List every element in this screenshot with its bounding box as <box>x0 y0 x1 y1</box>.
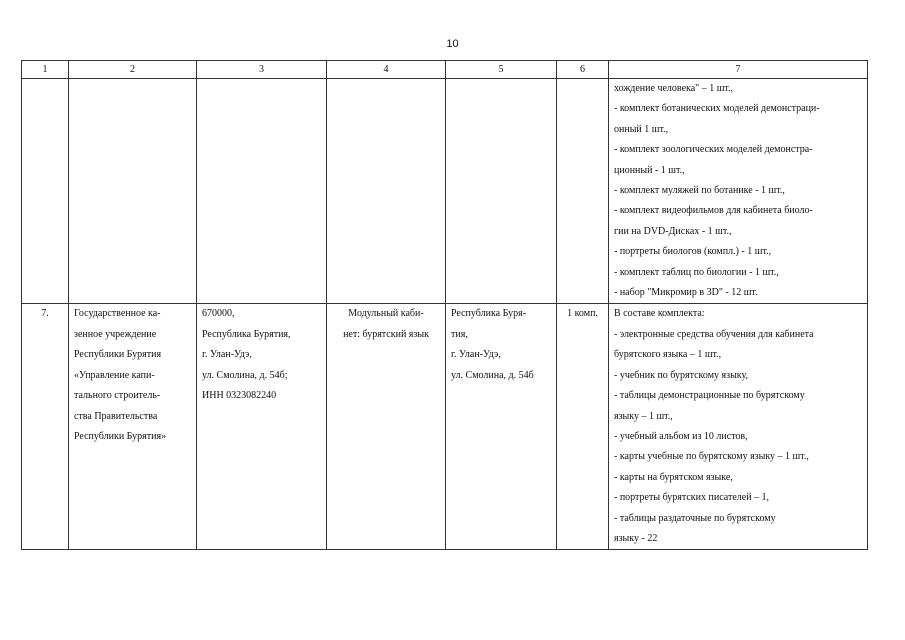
item-name-line: нет: бурятский язык <box>343 328 429 340</box>
list-line: - портреты бурятских писателей – 1, <box>614 492 770 504</box>
list-line: гии на DVD-Дисках - 1 шт., <box>614 225 732 237</box>
table-row-continuation <box>22 79 868 304</box>
list-line: - комплект таблиц по биологии - 1 шт., <box>614 266 779 278</box>
list-line: - учебник по бурятскому языку, <box>614 369 749 381</box>
institution-line: Республики Бурятия <box>74 349 162 361</box>
location-cell <box>446 304 557 550</box>
location-line: Республика Буря- <box>451 308 527 320</box>
list-line: - комплект видеофильмов для кабинета биоло- <box>614 205 813 217</box>
cell-empty <box>69 79 197 304</box>
list-line: ционный - 1 шт., <box>614 164 685 176</box>
header-col-7: 7 <box>609 61 868 79</box>
header-col-2: 2 <box>69 61 197 79</box>
list-line: онный 1 шт., <box>614 123 669 135</box>
header-col-1: 1 <box>22 61 69 79</box>
list-line: хождение человека" – 1 шт., <box>614 83 734 94</box>
institution-line: Республики Бурятия» <box>74 430 167 442</box>
equipment-list-cell <box>609 79 868 304</box>
cell-empty <box>557 79 609 304</box>
institution-line: «Управление капи- <box>74 369 155 381</box>
institution-line: тального строитель- <box>74 390 161 402</box>
institution-cell <box>69 304 197 550</box>
address-line: ул. Смолина, д. 54б; <box>202 369 288 381</box>
list-line: - комплект ботанических моделей демонстраци- <box>614 103 820 115</box>
location-line: ул. Смолина, д. 54б <box>451 369 534 381</box>
list-line: языку - 22 <box>614 532 658 544</box>
address-cell <box>197 304 327 550</box>
list-line: - таблицы раздаточные по бурятскому <box>614 512 776 524</box>
institution-line: Государственное ка- <box>74 308 161 320</box>
institution-line: зенное учреждение <box>74 328 157 340</box>
list-line: - комплект зоологических моделей демонстра- <box>614 144 813 156</box>
cell-empty <box>446 79 557 304</box>
address-line: Республика Бурятия, <box>202 328 291 340</box>
list-line: бурятского языка – 1 шт., <box>614 349 722 361</box>
list-line: - карты учебные по бурятскому языку – 1 шт., <box>614 451 809 463</box>
list-line: языку – 1 шт., <box>614 410 673 422</box>
address-line: 670000, <box>202 308 235 320</box>
address-line: г. Улан-Удэ, <box>202 349 252 361</box>
list-line: - учебный альбом из 10 листов, <box>614 430 748 442</box>
equipment-list-cell <box>609 304 868 550</box>
list-line: - портреты биологов (компл.) - 1 шт., <box>614 246 772 258</box>
list-line: В составе комплекта: <box>614 308 705 320</box>
list-line: - комплект муляжей по ботанике - 1 шт., <box>614 185 785 197</box>
equipment-table <box>21 60 868 550</box>
header-col-5: 5 <box>446 61 557 79</box>
institution-line: ства Правительства <box>74 410 158 422</box>
table-row-7 <box>22 304 868 550</box>
header-row <box>22 61 868 79</box>
quantity-cell: 1 комп. <box>557 304 609 550</box>
item-name-line: Модульный каби- <box>348 308 424 320</box>
list-line: - электронные средства обучения для кабинета <box>614 328 814 340</box>
cell-empty <box>22 79 69 304</box>
item-name-cell <box>327 304 446 550</box>
row-number: 7. <box>22 304 69 550</box>
cell-empty <box>327 79 446 304</box>
address-line: ИНН 0323082240 <box>202 390 277 402</box>
location-line: тия, <box>451 328 468 340</box>
list-line: - набор "Микромир в 3D" - 12 шт. <box>614 287 758 299</box>
header-col-3: 3 <box>197 61 327 79</box>
list-line: - таблицы демонстрационные по бурятскому <box>614 390 805 402</box>
header-col-4: 4 <box>327 61 446 79</box>
location-line: г. Улан-Удэ, <box>451 349 501 361</box>
header-col-6: 6 <box>557 61 609 79</box>
cell-empty <box>197 79 327 304</box>
page-number: 10 <box>446 38 459 50</box>
list-line: - карты на бурятском языке, <box>614 471 733 483</box>
